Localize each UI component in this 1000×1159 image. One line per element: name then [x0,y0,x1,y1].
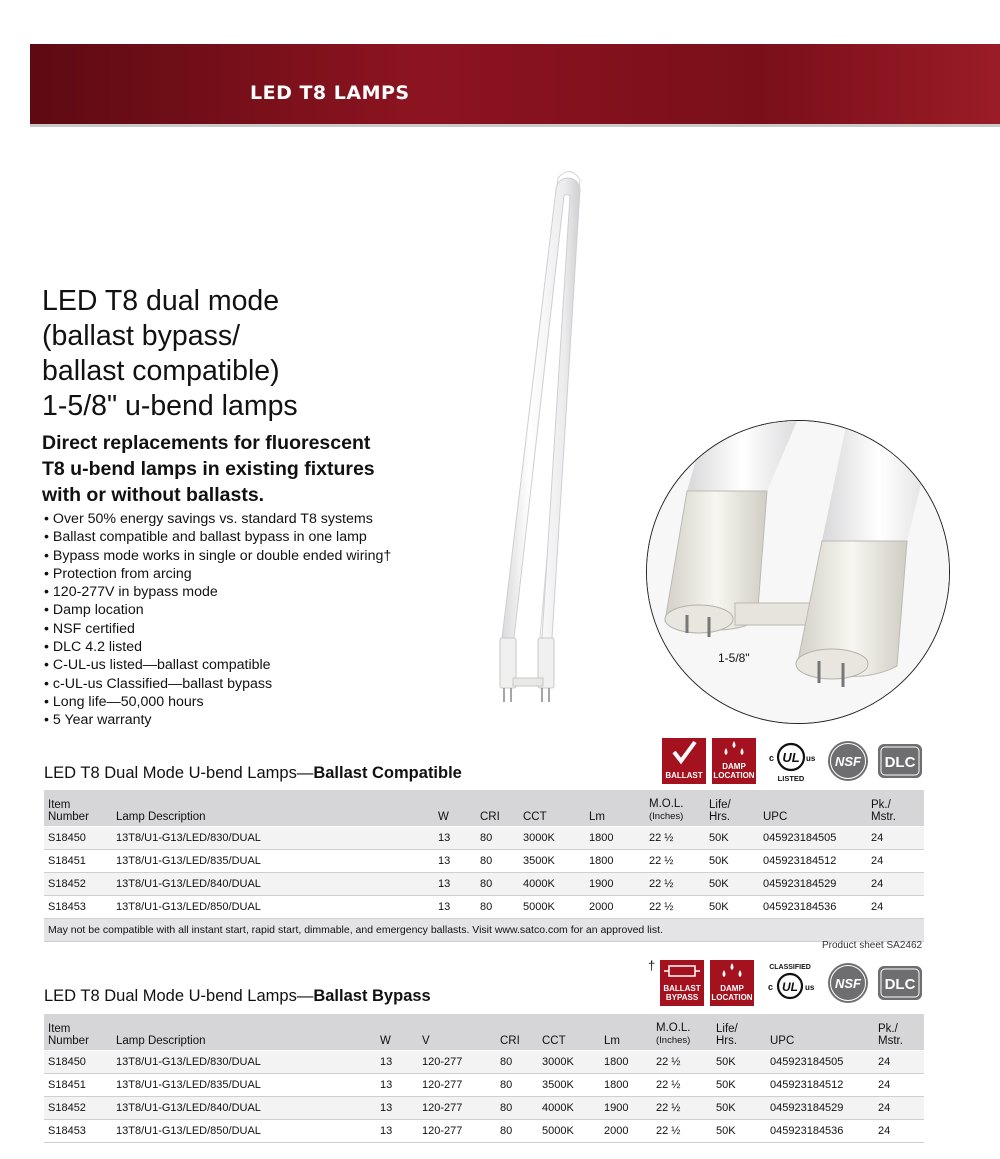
section-title-regular: LED T8 Dual Mode U-bend Lamps— [44,987,314,1005]
cell-item: S18452 [44,872,112,895]
headline-line: 1-5/8" u-bend lamps [42,390,298,422]
header-text: Hrs. [716,1034,738,1047]
table-row [44,872,924,895]
section-title-bold: Ballast Compatible [313,764,462,782]
cell-pk: 24 [874,1096,924,1119]
cell-v: 120-277 [418,1073,496,1096]
dagger-mark: † [648,958,656,973]
cell-mol: 22 ½ [645,849,705,872]
product-sheet-reference: Product sheet SA2462 [822,940,923,951]
cell-cri: 80 [476,849,519,872]
cell-mol: 22 ½ [652,1096,712,1119]
header-text: Life/ [709,798,731,811]
banner-title: LED T8 LAMPS [250,82,410,104]
cell-item: S18452 [44,1096,112,1119]
table-row [44,849,924,872]
cell-w: 13 [434,826,476,849]
col-watts: W [376,1014,418,1050]
col-item-number [44,790,112,826]
cell-upc: 045923184536 [766,1119,874,1142]
cell-cri: 80 [476,826,519,849]
cell-life: 50K [712,1073,766,1096]
col-watts: W [434,790,476,826]
cell-lm: 1800 [600,1050,652,1073]
feature-item: • Damp location [44,601,524,619]
ballast-compatible-title [44,764,462,783]
water-drops-icon [712,738,756,762]
us-mark: us [805,983,815,992]
damp-label-line1: DAMP [722,762,746,771]
us-mark: us [806,754,816,763]
feature-item: • 5 Year warranty [44,711,524,729]
cell-desc: 13T8/U1-G13/LED/840/DUAL [112,1096,376,1119]
col-voltage: V [418,1014,496,1050]
col-lumens: Lm [585,790,645,826]
feature-item: • Long life—50,000 hours [44,693,524,711]
ballast-icon [660,960,704,984]
cell-pk: 24 [867,872,924,895]
cell-cri: 80 [496,1119,538,1142]
cell-cct: 3500K [538,1073,600,1096]
col-pack [867,790,924,826]
cell-life: 50K [705,872,759,895]
headline-line: (ballast bypass/ [42,320,241,352]
cell-v: 120-277 [418,1096,496,1119]
dlc-icon [876,738,924,784]
cell-cct: 5000K [519,895,585,918]
header-text: (Inches) [649,810,684,822]
col-cct: CCT [519,790,585,826]
feature-item: • C-UL-us listed—ballast compatible [44,656,524,674]
cell-cri: 80 [496,1050,538,1073]
cell-w: 13 [376,1050,418,1073]
section-title-bold: Ballast Bypass [313,987,431,1005]
col-cri: CRI [496,1014,538,1050]
cell-upc: 045923184512 [759,849,867,872]
cell-pk: 24 [874,1119,924,1142]
c-mark: c [769,753,775,763]
section-title-regular: LED T8 Dual Mode U-bend Lamps— [44,764,314,782]
cell-cri: 80 [496,1073,538,1096]
ul-mark: UL [782,980,798,994]
nsf-label: NSF [835,976,861,991]
cell-mol: 22 ½ [652,1119,712,1142]
header-text: Hrs. [709,810,731,823]
ballast-bypass-table [44,1014,924,1143]
header-text: Item [48,798,71,811]
cell-cri: 80 [496,1096,538,1119]
compatibility-footnote: May not be compatible with all instant start, rapid start, dimmable, and emergency ballasts. Visit www.satco.com for an approved list. [44,918,924,941]
cell-w: 13 [434,895,476,918]
ballast-bypass-label [660,984,704,1002]
subhead-line: Direct replacements for fluorescent [42,432,371,454]
cell-life: 50K [705,895,759,918]
col-item-number [44,1014,112,1050]
cell-w: 13 [376,1073,418,1096]
damp-label-line2: LOCATION [713,771,755,780]
nsf-label: NSF [835,754,861,769]
cell-desc: 13T8/U1-G13/LED/835/DUAL [112,1073,376,1096]
table-row [44,895,924,918]
water-drops-icon [710,960,754,984]
col-upc: UPC [759,790,867,826]
cell-upc: 045923184529 [766,1096,874,1119]
damp-location-badge [712,738,756,784]
cell-lm: 1800 [585,826,645,849]
col-cri: CRI [476,790,519,826]
feature-item: • NSF certified [44,620,524,638]
cell-lm: 2000 [600,1119,652,1142]
checkmark-icon [662,738,706,768]
ballast-compatible-table [44,790,924,942]
cell-item: S18450 [44,826,112,849]
diameter-label: 1-5/8" [718,651,750,665]
col-mol [645,790,705,826]
cell-life: 50K [712,1119,766,1142]
cell-item: S18453 [44,1119,112,1142]
table-row [44,1050,924,1073]
nsf-icon [826,738,870,784]
bypass-label-line2: BYPASS [665,993,699,1002]
cell-item: S18453 [44,895,112,918]
cell-upc: 045923184512 [766,1073,874,1096]
ballast-badge [662,738,706,784]
cell-life: 50K [712,1096,766,1119]
header-text: (Inches) [656,1034,691,1046]
cell-cct: 3000K [538,1050,600,1073]
cell-lm: 1900 [585,872,645,895]
cell-lm: 2000 [585,895,645,918]
cell-w: 13 [434,872,476,895]
table-header-row [44,790,924,826]
cell-upc: 045923184529 [759,872,867,895]
col-mol [652,1014,712,1050]
col-lamp-description: Lamp Description [112,790,434,826]
table-row [44,1119,924,1142]
nsf-icon [826,960,870,1006]
cell-item: S18451 [44,849,112,872]
header-text: Number [48,810,89,823]
table-row [44,826,924,849]
subhead-line: T8 u-bend lamps in existing fixtures [42,458,375,480]
cell-life: 50K [705,826,759,849]
header-text: Item [48,1022,71,1035]
cell-pk: 24 [867,895,924,918]
feature-item: • DLC 4.2 listed [44,638,524,656]
c-ul-us-classified-icon [762,960,818,1006]
damp-location-badge [710,960,754,1006]
cell-w: 13 [434,849,476,872]
feature-item: • 120-277V in bypass mode [44,583,524,601]
cell-cri: 80 [476,872,519,895]
header-text: Mstr. [871,810,896,823]
c-mark: c [768,982,774,992]
cell-pk: 24 [867,826,924,849]
header-text: Pk./ [871,798,891,811]
header-banner [30,44,1000,124]
cell-mol: 22 ½ [652,1050,712,1073]
table-row [44,1073,924,1096]
cell-mol: 22 ½ [645,826,705,849]
cell-cct: 3500K [519,849,585,872]
cell-w: 13 [376,1119,418,1142]
col-life [712,1014,766,1050]
banner-divider [30,124,1000,127]
cell-cri: 80 [476,895,519,918]
cell-pk: 24 [874,1073,924,1096]
feature-item: • Ballast compatible and ballast bypass in one lamp [44,528,524,546]
damp-label-line1: DAMP [720,984,744,993]
cell-desc: 13T8/U1-G13/LED/830/DUAL [112,826,434,849]
table-header-row [44,1014,924,1050]
product-subheading [42,430,562,508]
cell-item: S18451 [44,1073,112,1096]
cell-lm: 1900 [600,1096,652,1119]
cell-mol: 22 ½ [645,895,705,918]
dlc-label: DLC [884,976,916,993]
product-headline [42,284,562,424]
col-upc: UPC [766,1014,874,1050]
cell-lm: 1800 [585,849,645,872]
bypass-label-line1: BALLAST [663,984,701,993]
cell-upc: 045923184505 [759,826,867,849]
header-text: Pk./ [878,1022,898,1035]
col-cct: CCT [538,1014,600,1050]
classified-label: CLASSIFIED [769,964,811,971]
col-pack [874,1014,924,1050]
feature-item: • c-UL-us Classified—ballast bypass [44,675,524,693]
feature-item: • Bypass mode works in single or double ended wiring† [44,547,524,565]
c-ul-us-listed-icon [764,738,818,784]
header-text: Life/ [716,1022,738,1035]
damp-location-label [712,762,756,780]
header-text: M.O.L. [656,1021,691,1034]
cell-desc: 13T8/U1-G13/LED/850/DUAL [112,1119,376,1142]
cell-mol: 22 ½ [652,1073,712,1096]
cell-v: 120-277 [418,1119,496,1142]
cell-cct: 4000K [538,1096,600,1119]
cell-desc: 13T8/U1-G13/LED/850/DUAL [112,895,434,918]
cell-pk: 24 [867,849,924,872]
feature-item: • Over 50% energy savings vs. standard T8 systems [44,510,524,528]
cell-life: 50K [712,1050,766,1073]
cell-pk: 24 [874,1050,924,1073]
cell-mol: 22 ½ [645,872,705,895]
cell-upc: 045923184536 [759,895,867,918]
ballast-bypass-badge [660,960,704,1006]
header-text: Mstr. [878,1034,903,1047]
dlc-icon [876,960,924,1006]
listed-label: LISTED [777,774,805,783]
damp-location-label [710,984,754,1002]
cell-item: S18450 [44,1050,112,1073]
header-text: M.O.L. [649,797,684,810]
cell-w: 13 [376,1096,418,1119]
subhead-line: with or without ballasts. [42,484,265,506]
table-footnote-row [44,918,924,941]
cell-cct: 5000K [538,1119,600,1142]
dlc-label: DLC [884,754,916,771]
col-lumens: Lm [600,1014,652,1050]
cell-lm: 1800 [600,1073,652,1096]
ul-mark: UL [782,750,800,765]
col-lamp-description: Lamp Description [112,1014,376,1050]
cell-upc: 045923184505 [766,1050,874,1073]
cell-cct: 4000K [519,872,585,895]
cell-desc: 13T8/U1-G13/LED/840/DUAL [112,872,434,895]
col-life [705,790,759,826]
cell-v: 120-277 [418,1050,496,1073]
cell-desc: 13T8/U1-G13/LED/830/DUAL [112,1050,376,1073]
cell-cct: 3000K [519,826,585,849]
headline-line: ballast compatible) [42,355,280,387]
lamp-end-detail-image [646,420,950,724]
ballast-bypass-title [44,987,431,1006]
table-row [44,1096,924,1119]
cell-desc: 13T8/U1-G13/LED/835/DUAL [112,849,434,872]
headline-line: LED T8 dual mode [42,285,280,317]
cell-life: 50K [705,849,759,872]
damp-label-line2: LOCATION [711,993,753,1002]
ballast-badge-label: BALLAST [665,771,703,780]
header-text: Number [48,1034,89,1047]
feature-item: • Protection from arcing [44,565,524,583]
feature-list [44,510,524,730]
